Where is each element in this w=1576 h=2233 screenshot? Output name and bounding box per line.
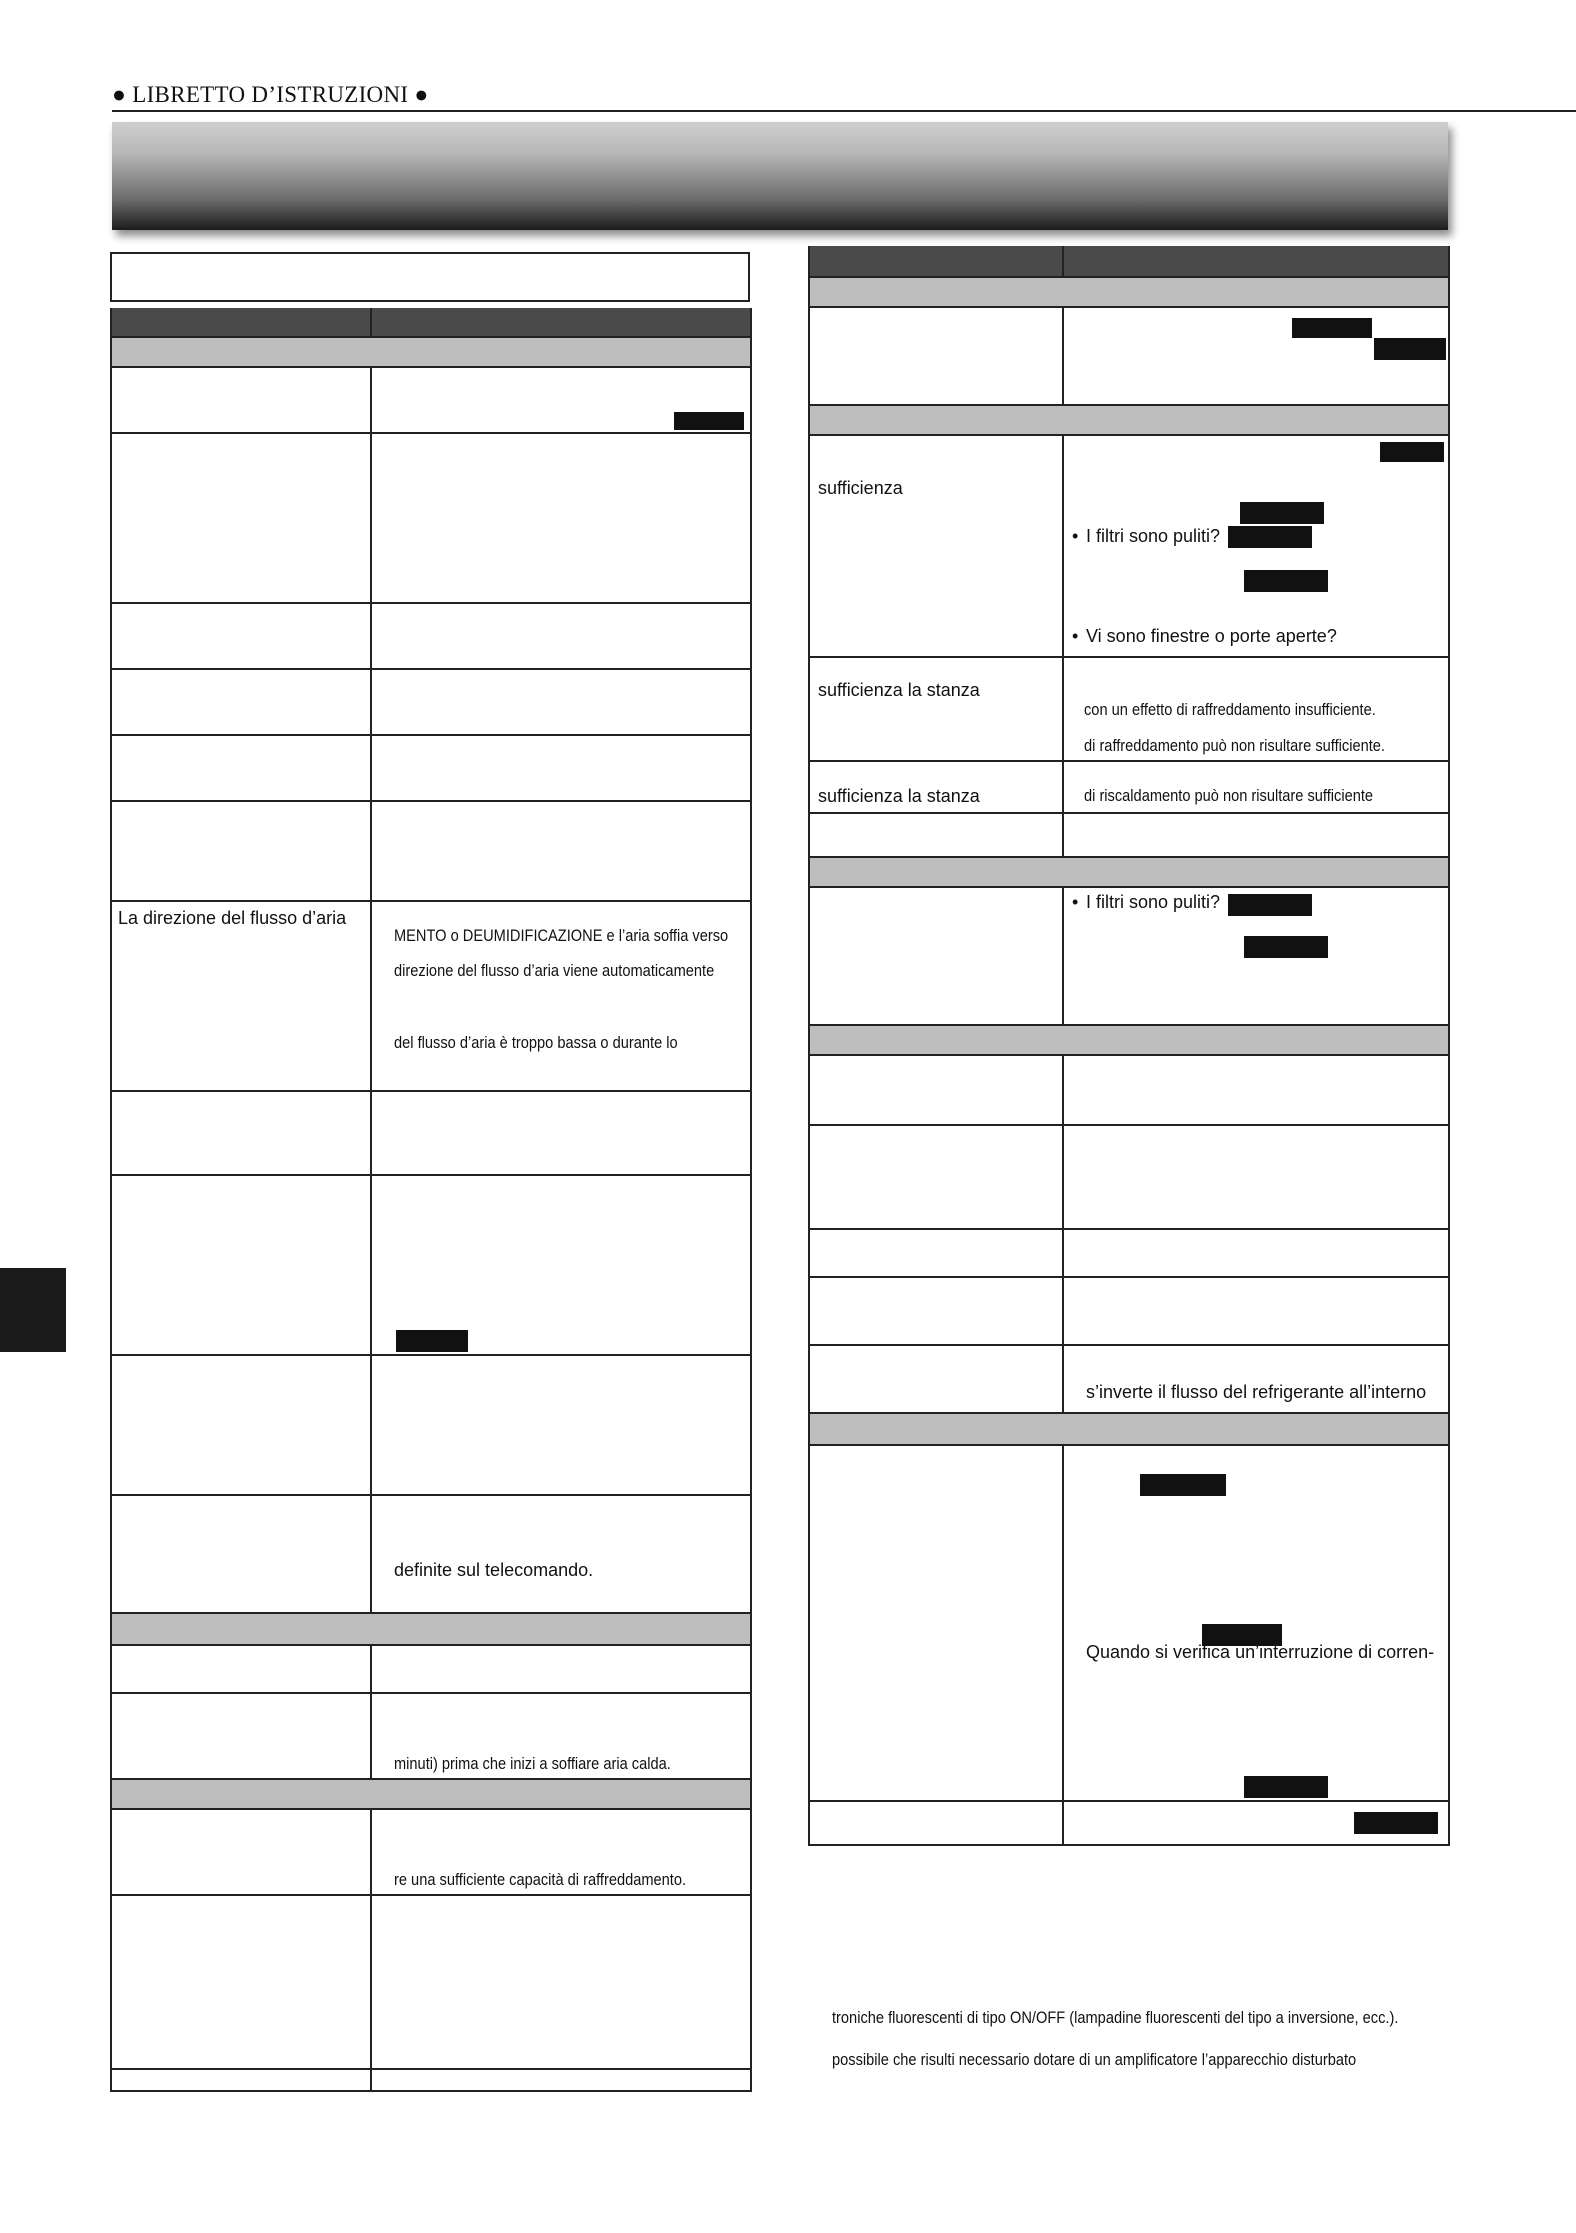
table-row (810, 762, 1448, 814)
section-row (810, 406, 1448, 436)
table-row (810, 1230, 1448, 1278)
table-row (810, 1278, 1448, 1346)
redaction-box (1240, 502, 1324, 524)
row-remedy-line: s’inverte il flusso del refrigerante all’interno (1086, 1382, 1427, 1402)
table-row (810, 1126, 1448, 1230)
table-row (112, 434, 750, 604)
bullet-glyph: • (1072, 626, 1079, 646)
redaction-box (1374, 338, 1446, 360)
redaction-box (1244, 936, 1328, 958)
row-condition-text: sufficienza la stanza (818, 680, 980, 700)
table-row (810, 888, 1448, 1026)
table-row (810, 1802, 1448, 1846)
table-row (112, 1496, 750, 1614)
table-row (112, 1810, 750, 1896)
table-row (810, 436, 1448, 658)
row-remedy-line: di riscaldamento può non risultare sufficiente (1084, 786, 1374, 805)
table-row (112, 1896, 750, 2070)
section-row (112, 338, 750, 368)
row-remedy-line: Vi sono finestre o porte aperte? (1086, 626, 1337, 646)
table-row (810, 308, 1448, 406)
table-row (810, 814, 1448, 858)
section-row (810, 858, 1448, 888)
table-caption-box (110, 252, 750, 302)
table-row (112, 604, 750, 670)
row-remedy-line: MENTO o DEUMIDIFICAZIONE e l’aria soffia verso (394, 926, 729, 945)
row-remedy-line: I filtri sono puliti? (1086, 892, 1221, 912)
section-row (810, 1026, 1448, 1056)
redaction-box (1228, 526, 1312, 548)
row-remedy-line: Quando si verifica un’interruzione di corren- (1086, 1642, 1435, 1662)
row-remedy-line: direzione del flusso d’aria viene automaticamente (394, 961, 715, 980)
left-table-bottom-rule (110, 2090, 752, 2092)
bullet-glyph: • (1072, 526, 1079, 546)
header-rule (112, 110, 1576, 112)
redaction-box (1244, 570, 1328, 592)
redaction-box (1380, 442, 1444, 462)
table-row (112, 802, 750, 902)
table-header-row (810, 246, 1448, 278)
table-row (112, 368, 750, 434)
redaction-box (1292, 318, 1372, 338)
left-troubleshooting-table (110, 308, 752, 2092)
table-row (810, 1346, 1448, 1414)
redaction-box (1354, 1812, 1438, 1834)
table-row (112, 2070, 750, 2092)
row-remedy-line: definite sul telecomando. (394, 1560, 594, 1580)
redaction-box (1244, 1776, 1328, 1798)
row-remedy-line: minuti) prima che inizi a soffiare aria calda. (394, 1754, 671, 1773)
section-row (810, 1414, 1448, 1446)
row-condition-text: sufficienza (818, 478, 903, 498)
redaction-box (674, 412, 744, 430)
footer-note-line: troniche fluorescenti di tipo ON/OFF (lampadine fluorescenti del tipo a inversione, ecc.). (832, 2008, 1399, 2027)
table-header-row (112, 308, 750, 338)
table-row (112, 1356, 750, 1496)
table-row (112, 1092, 750, 1176)
side-section-tab (0, 1268, 66, 1352)
redaction-box (396, 1330, 468, 1352)
table-row (112, 1646, 750, 1694)
table-row (112, 1694, 750, 1780)
row-remedy-line: con un effetto di raffreddamento insufficiente. (1084, 700, 1376, 719)
row-remedy-line: re una sufficiente capacità di raffreddamento. (394, 1870, 687, 1889)
table-row (112, 902, 750, 1092)
section-row (112, 1780, 750, 1810)
table-row (810, 1446, 1448, 1802)
redaction-box (1140, 1474, 1226, 1496)
section-row (810, 278, 1448, 308)
table-row (810, 658, 1448, 762)
footer-note-line: possibile che risulti necessario dotare di un amplificatore l’apparecchio disturbato (832, 2050, 1357, 2069)
manual-header-title: ● LIBRETTO D’ISTRUZIONI ● (112, 82, 429, 107)
row-condition-text: La direzione del flusso d’aria (118, 908, 347, 928)
right-troubleshooting-table (808, 246, 1450, 1846)
table-row (112, 736, 750, 802)
section-row (112, 1614, 750, 1646)
row-remedy-line: del flusso d’aria è troppo bassa o durante lo (394, 1033, 678, 1052)
table-row (810, 1056, 1448, 1126)
bullet-glyph: • (1072, 892, 1079, 912)
table-row (112, 1176, 750, 1356)
title-banner (112, 122, 1448, 230)
row-condition-text: sufficienza la stanza (818, 786, 980, 806)
table-row (112, 670, 750, 736)
row-remedy-line: di raffreddamento può non risultare sufficiente. (1084, 736, 1385, 755)
redaction-box (1228, 894, 1312, 916)
row-remedy-line: I filtri sono puliti? (1086, 526, 1221, 546)
